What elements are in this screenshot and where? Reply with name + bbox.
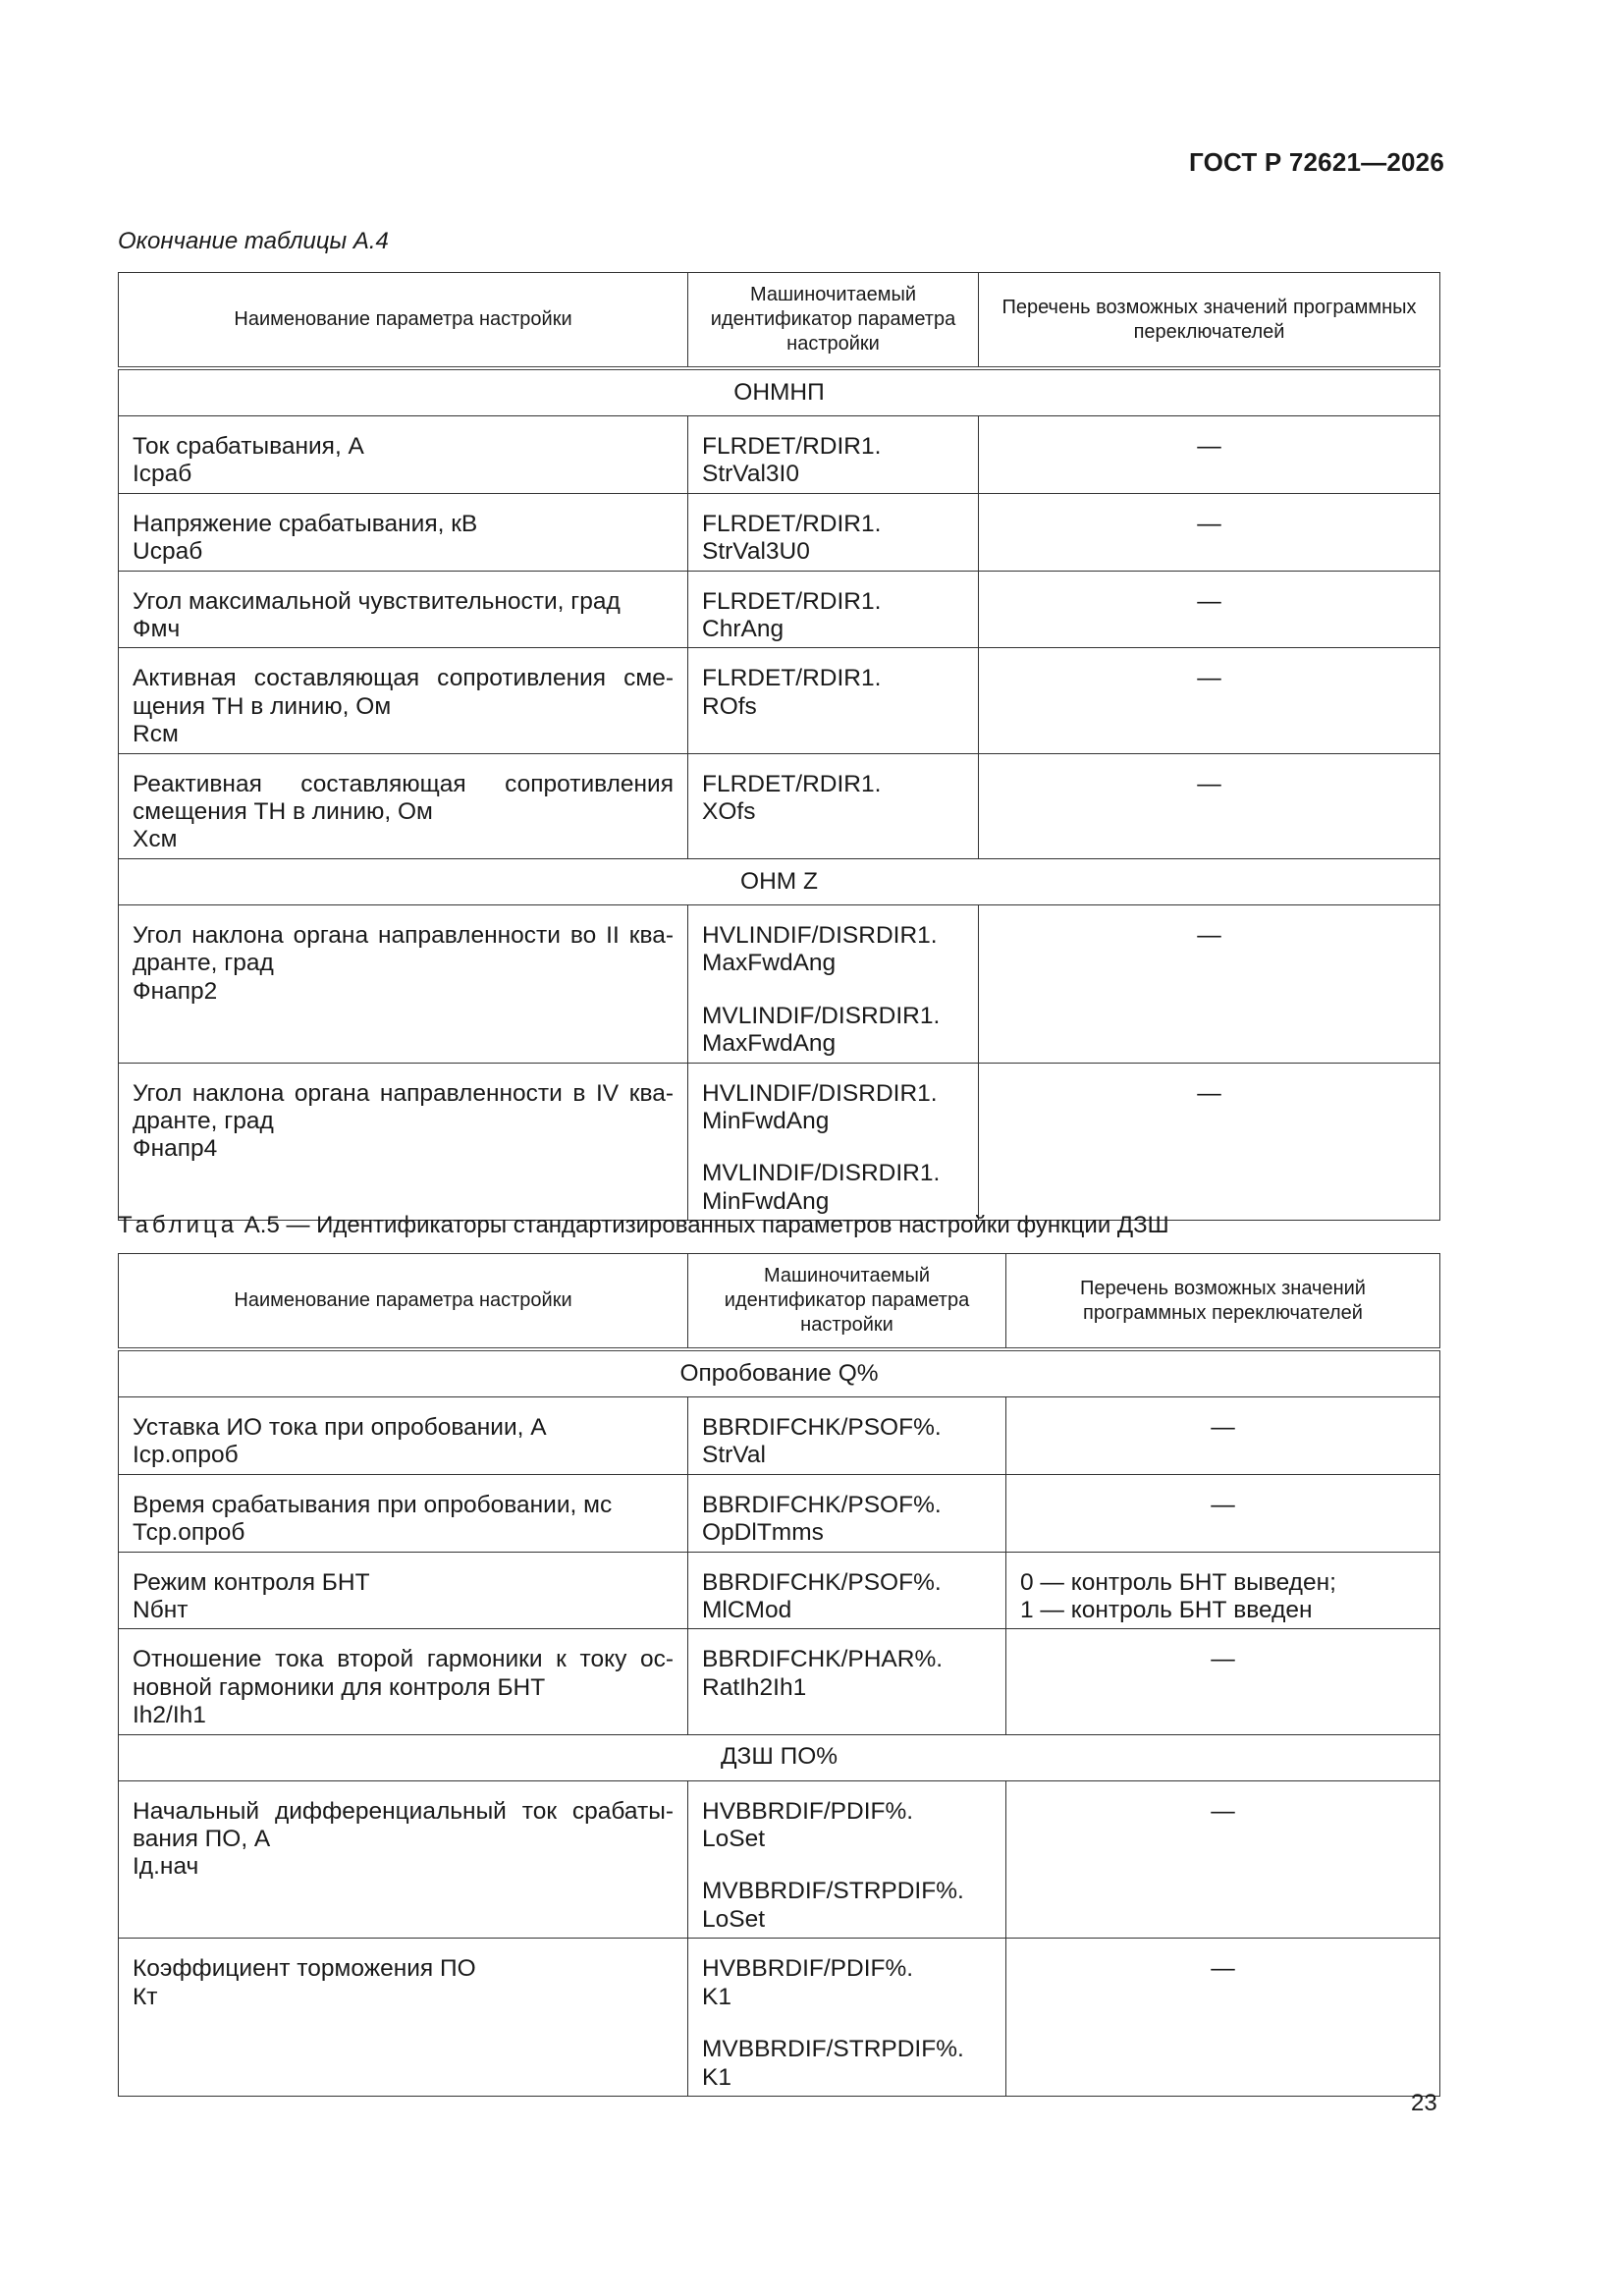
param-values-cell: — — [1006, 1629, 1440, 1734]
param-name-cell: Угол наклона органа направленности в IV квадранте, град Фнапр4 — [119, 1063, 688, 1221]
section-row — [119, 1734, 1440, 1780]
param-values-cell: — — [1006, 1397, 1440, 1475]
table-row — [119, 1939, 1440, 2097]
param-id-cell: FLRDET/RDIR1. ROfs — [688, 648, 979, 753]
table-a5 — [118, 1253, 1440, 2097]
param-values-cell: 0 — контроль БНТ выведен; 1 — контроль БНТ введен — [1006, 1552, 1440, 1629]
param-values-cell: — — [1006, 1780, 1440, 1939]
param-name-cell: Время срабатывания при опробовании, мс Тср.опроб — [119, 1474, 688, 1552]
param-id-cell: FLRDET/RDIR1. ChrAng — [688, 571, 979, 648]
column-header: Наименование параметра настройки — [119, 1254, 688, 1350]
table-title: А.5 — Идентификаторы стандартизированных параметров настройки функции ДЗШ — [243, 1212, 1169, 1238]
param-id-cell: BBRDIFCHK/PHAR%. RatIh2Ih1 — [688, 1629, 1006, 1734]
param-name-cell: Реактивная составляющая сопротивления смещения ТН в линию, Ом Xсм — [119, 753, 688, 858]
param-name-cell: Ток срабатывания, А Iсраб — [119, 416, 688, 494]
param-id-cell: HVLINDIF/DISRDIR1. MaxFwdAng MVLINDIF/DISRDIR1. MaxFwdAng — [688, 904, 979, 1063]
param-name-cell: Угол максимальной чувствительности, град Фмч — [119, 571, 688, 648]
param-name-cell: Коэффициент торможения ПО Кт — [119, 1939, 688, 2097]
param-id-cell: BBRDIFCHK/PSOF%. OpDlTmms — [688, 1474, 1006, 1552]
table-a5-caption — [118, 1212, 1169, 1239]
page-number: 23 — [1411, 2090, 1437, 2116]
param-values-cell: — — [979, 416, 1440, 494]
section-title: ОНМ Z — [119, 858, 1440, 904]
param-values-cell: — — [1006, 1474, 1440, 1552]
param-id-cell: HVBBRDIF/PDIF%. K1 MVBBRDIF/STRPDIF%. K1 — [688, 1939, 1006, 2097]
section-title: ОНМНП — [119, 368, 1440, 416]
param-name-cell: Напряжение срабатывания, кВ Uсраб — [119, 493, 688, 571]
table-row — [119, 904, 1440, 1063]
param-name-cell: Режим контроля БНТ Nбнт — [119, 1552, 688, 1629]
table-row — [119, 416, 1440, 494]
param-id-cell: HVLINDIF/DISRDIR1. MinFwdAng MVLINDIF/DISRDIR1. MinFwdAng — [688, 1063, 979, 1221]
param-values-cell: — — [979, 753, 1440, 858]
section-title: ДЗШ ПО% — [119, 1734, 1440, 1780]
column-header: Машиночитаемый идентификатор параметра настройки — [688, 1254, 1006, 1350]
param-values-cell: — — [979, 904, 1440, 1063]
param-values-cell: — — [979, 1063, 1440, 1221]
table-row — [119, 571, 1440, 648]
column-header: Перечень возможных значений программных переключателей — [1006, 1254, 1440, 1350]
table-header-row — [119, 273, 1440, 369]
section-row — [119, 1349, 1440, 1397]
param-id-cell: BBRDIFCHK/PSOF%. MlCMod — [688, 1552, 1006, 1629]
param-name-cell: Активная составляющая сопротивления смещения ТН в линию, Ом Rсм — [119, 648, 688, 753]
param-id-cell: FLRDET/RDIR1. XOfs — [688, 753, 979, 858]
table-row — [119, 1474, 1440, 1552]
table-row — [119, 1063, 1440, 1221]
table-a4 — [118, 272, 1440, 1221]
table-row — [119, 1397, 1440, 1475]
table-row — [119, 493, 1440, 571]
param-values-cell: — — [979, 648, 1440, 753]
param-id-cell: FLRDET/RDIR1. StrVal3U0 — [688, 493, 979, 571]
param-name-cell: Отношение тока второй гармоники к току основной гармоники для контроля БНТ Ih2/Ih1 — [119, 1629, 688, 1734]
column-header: Наименование параметра настройки — [119, 273, 688, 369]
param-id-cell: FLRDET/RDIR1. StrVal3I0 — [688, 416, 979, 494]
table-row — [119, 1780, 1440, 1939]
table-label: Таблица — [118, 1212, 239, 1238]
param-id-cell: BBRDIFCHK/PSOF%. StrVal — [688, 1397, 1006, 1475]
column-header: Перечень возможных значений программных переключателей — [979, 273, 1440, 369]
param-values-cell: — — [979, 493, 1440, 571]
document-code: ГОСТ Р 72621—2026 — [1189, 147, 1444, 177]
param-id-cell: HVBBRDIF/PDIF%. LoSet MVBBRDIF/STRPDIF%. LoSet — [688, 1780, 1006, 1939]
table-a4-caption: Окончание таблицы А.4 — [118, 228, 389, 254]
table-row — [119, 753, 1440, 858]
param-name-cell: Начальный дифференциальный ток срабатывания ПО, А Iд.нач — [119, 1780, 688, 1939]
table-header-row — [119, 1254, 1440, 1350]
section-row — [119, 368, 1440, 416]
table-row — [119, 648, 1440, 753]
section-row — [119, 858, 1440, 904]
table-row — [119, 1552, 1440, 1629]
param-name-cell: Уставка ИО тока при опробовании, А Iср.опроб — [119, 1397, 688, 1475]
param-values-cell: — — [1006, 1939, 1440, 2097]
param-values-cell: — — [979, 571, 1440, 648]
param-name-cell: Угол наклона органа направленности во II квадранте, град Фнапр2 — [119, 904, 688, 1063]
section-title: Опробование Q% — [119, 1349, 1440, 1397]
table-row — [119, 1629, 1440, 1734]
column-header: Машиночитаемый идентификатор параметра настройки — [688, 273, 979, 369]
